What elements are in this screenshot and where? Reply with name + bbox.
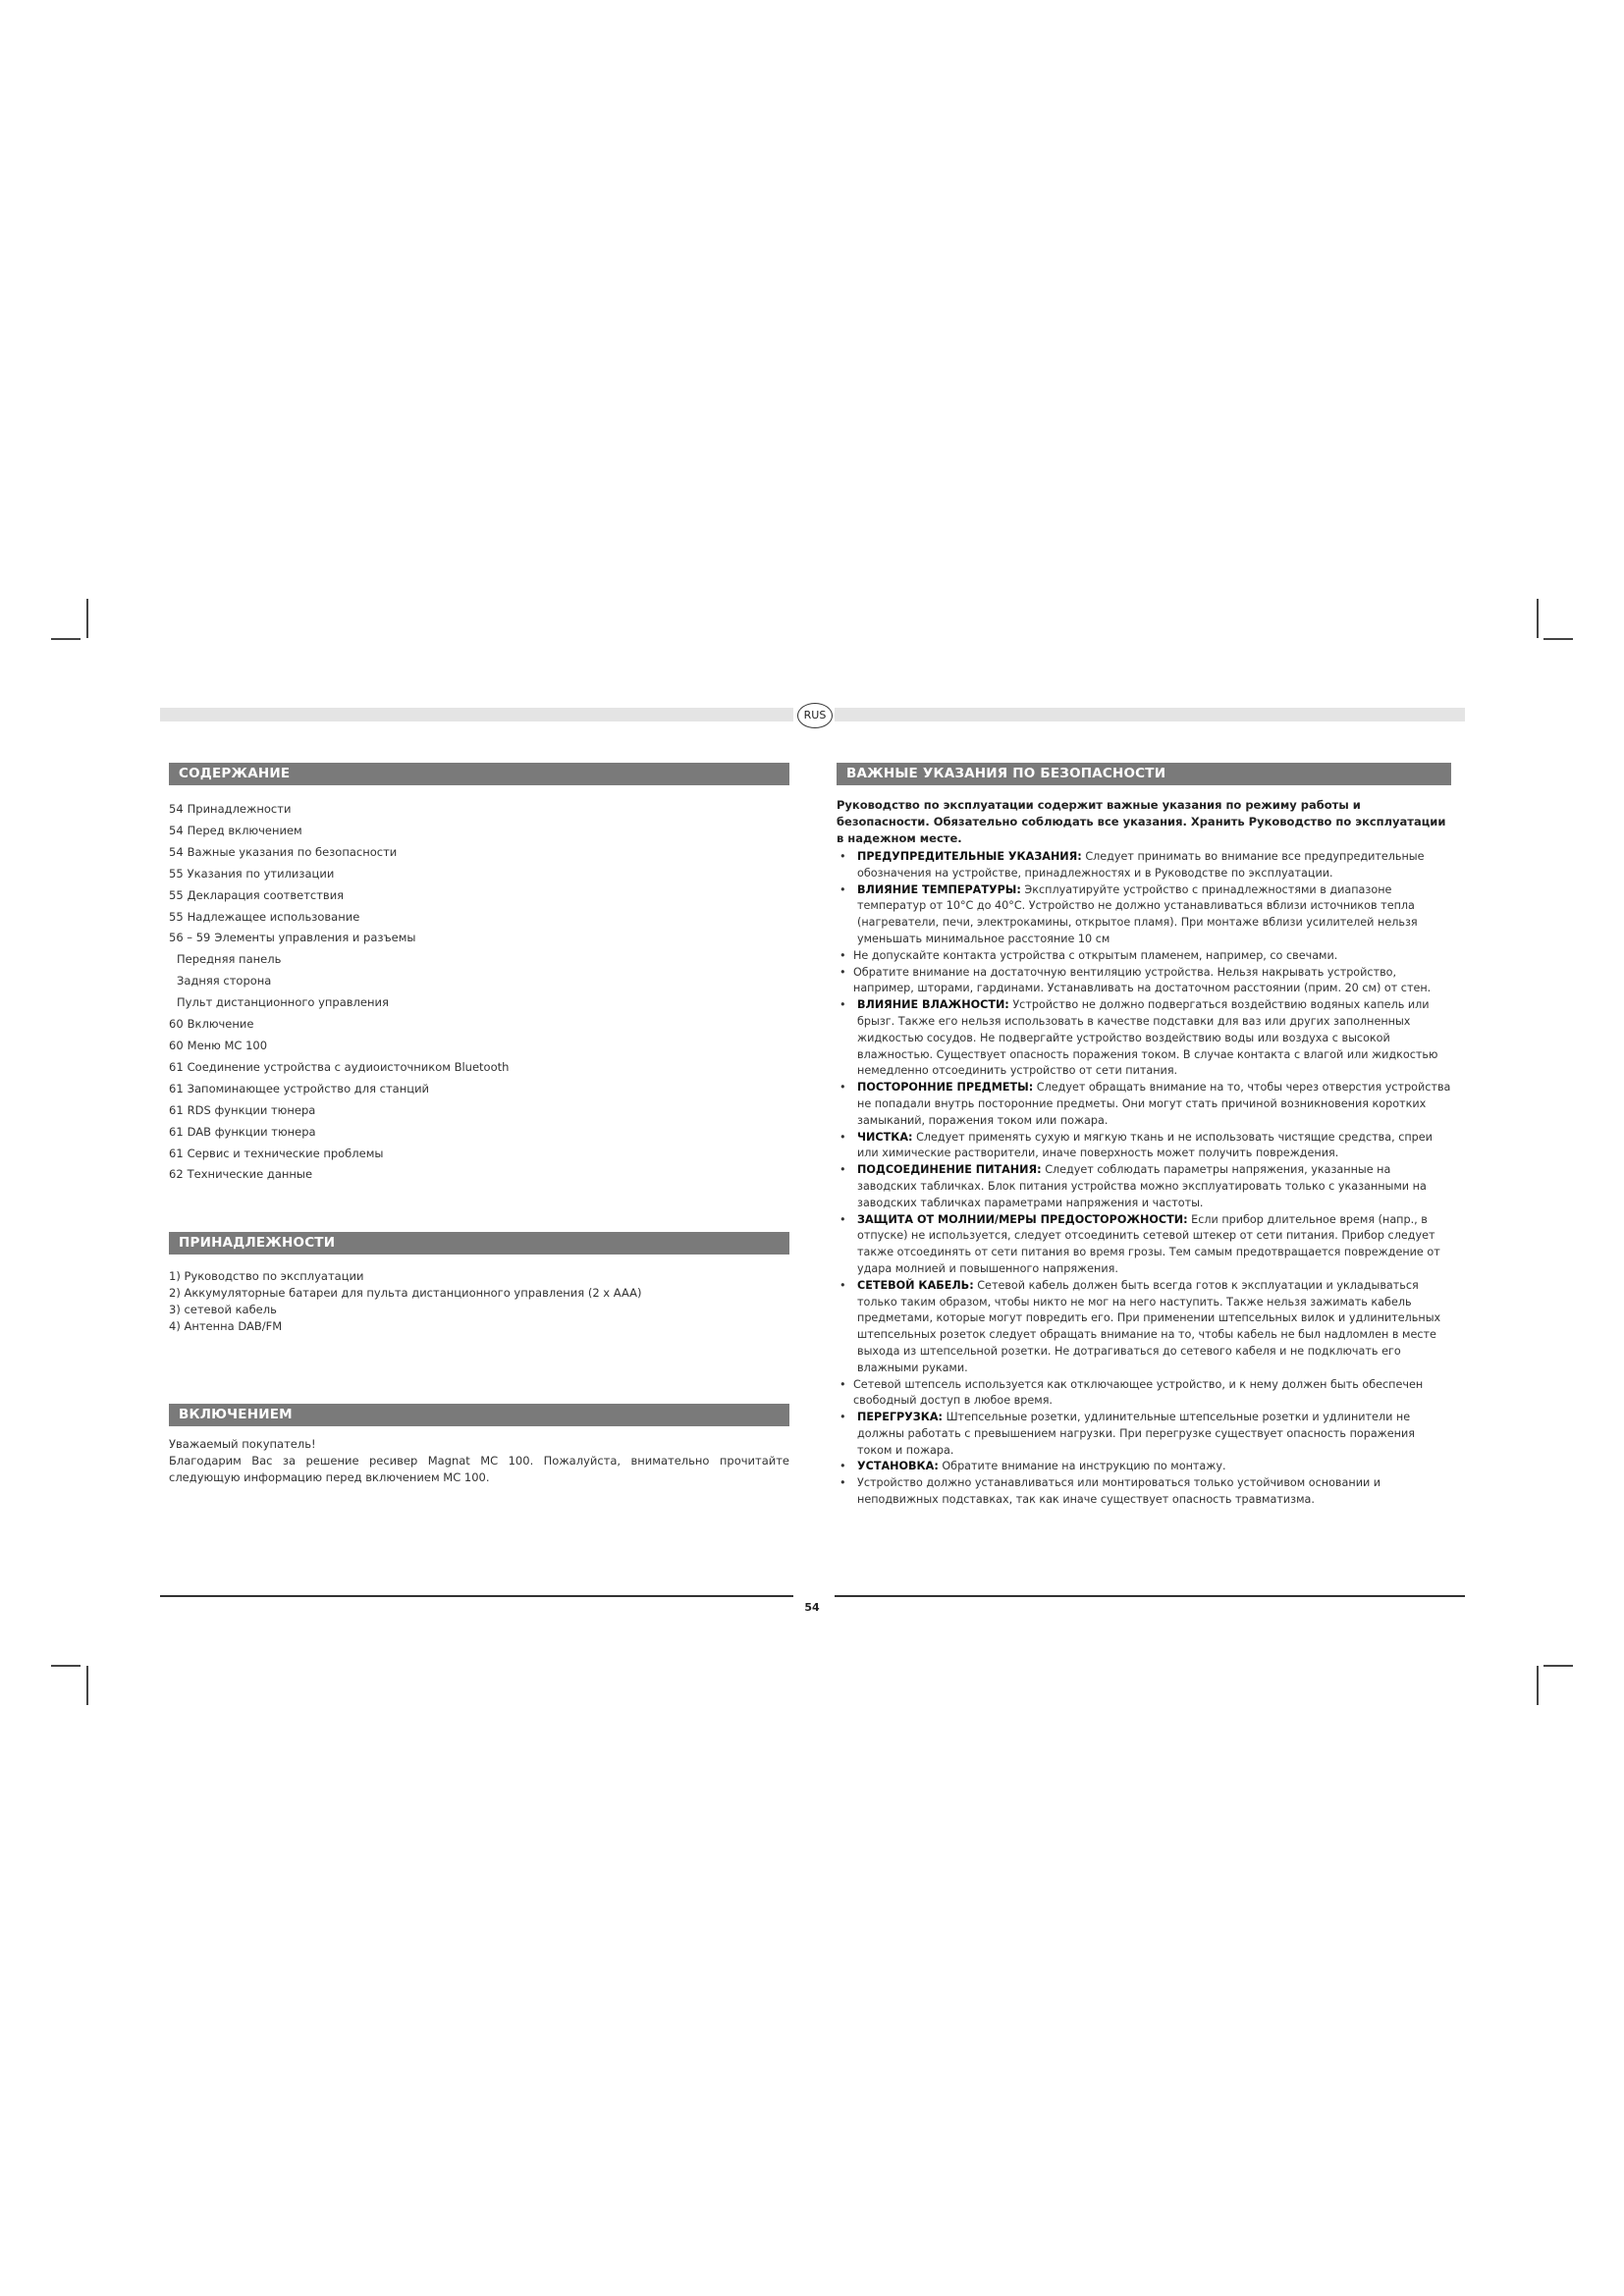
toc-item-label: Запоминающее устройство для станций <box>187 1081 430 1095</box>
toc-page-number: 61 <box>169 1081 184 1095</box>
safety-rule <box>837 1459 1451 1475</box>
safety-rule-text: Если прибор длительное время (напр., в отпуске) не используется, следует отсоединить сетевой штекер от сети питания. Прибор следует также отсоединять от сети питания во время грозы. Тем самым предотвращается повреждение от удара молнией и повышенного напряжения. <box>857 1212 1440 1275</box>
safety-rule-text: Устройство должно устанавливаться или монтироваться только устойчивом основании и неподвижных подставках, так как иначе существует опасность травматизма. <box>857 1476 1381 1507</box>
safety-rule <box>837 948 1451 965</box>
toc-item-label: Соединение устройства с аудиоисточником Bluetooth <box>187 1059 510 1074</box>
toc-item-label: Включение <box>187 1017 254 1032</box>
toc-list <box>169 799 789 1186</box>
toc-item <box>169 1144 789 1165</box>
safety-rule <box>837 1377 1451 1411</box>
safety-rule-keyword: УСТАНОВКА: <box>857 1460 939 1473</box>
toc-page-number: 61 <box>169 1124 184 1139</box>
safety-rule <box>837 1278 1451 1377</box>
toc-item <box>169 992 789 1014</box>
safety-rule-text: Эксплуатируйте устройство с принадлежностями в диапазоне температур от 10°C до 40°C. Устройство не должно устанавливаться вблизи источников тепла (нагреватели, печи, электрокамины, открытое пламя). При монтаже вблизи усилителей нельзя уменьшать минимальное расстояние 10 см <box>857 882 1418 945</box>
safety-rule <box>837 965 1451 998</box>
toc-item <box>169 1014 789 1036</box>
toc-item-label: Пульт дистанционного управления <box>177 995 389 1010</box>
toc-page-number: 54 <box>169 823 184 837</box>
toc-page-number: 61 <box>169 1102 184 1117</box>
greeting-line: Уважаемый покупатель! <box>169 1437 316 1451</box>
safety-rule-keyword: ЧИСТКА: <box>857 1130 913 1144</box>
safety-rule <box>837 882 1451 948</box>
toc-item-label: Технические данные <box>187 1167 313 1182</box>
toc-item-label: DAB функции тюнера <box>187 1124 316 1139</box>
toc-page-number: 55 <box>169 866 184 881</box>
accessory-item: 4) Антенна DAB/FM <box>169 1319 283 1333</box>
header-band-right <box>835 708 1465 721</box>
toc-item-label: Передняя панель <box>177 952 282 967</box>
toc-item-label: Важные указания по безопасности <box>187 844 398 859</box>
switch-on-section <box>169 1404 789 1486</box>
safety-rule <box>837 1212 1451 1278</box>
safety-rule-text: Устройство не должно подвергаться воздействию водяных капель или брызг. Также его нельзя использовать в качестве подставки для ваз или других заполненных жидкостью сосудов. Не подвергайте устройство воздействию воды или воздуха с высокой влажностью. Существует опасность поражения током. В случае контакта с влагой или жидкостью немедленно отсоединить устройство от сети питания. <box>857 998 1438 1078</box>
safety-rule-text: Сетевой кабель должен быть всегда готов к эксплуатации и укладываться только таким образом, чтобы никто не мог на него наступить. Также нельзя зажимать кабель предметами, которые могут повредить его. При применении штепсельных вилок и удлинительных штепсельных розеток следует обращать внимание на то, чтобы кабель не был надломлен в месте выхода из штепсельной розетки. Не дотрагиваться до сетевого кабеля и не подключать его влажными руками. <box>857 1278 1441 1374</box>
safety-section <box>837 763 1451 1509</box>
toc-item-label: Указания по утилизации <box>187 866 335 881</box>
safety-rule-keyword: ВЛИЯНИЕ ВЛАЖНОСТИ: <box>857 998 1009 1012</box>
toc-item <box>169 885 789 907</box>
safety-rule <box>837 1410 1451 1459</box>
toc-item <box>169 864 789 885</box>
toc-item <box>169 842 789 864</box>
safety-intro: Руководство по эксплуатации содержит важные указания по режиму работы и безопасности. Обязательно соблюдать все указания. Хранить Руководство по эксплуатации в надежном месте. <box>837 798 1446 845</box>
safety-rule-text: Следует соблюдать параметры напряжения, указанные на заводских табличках. Блок питания устройства можно эксплуатировать только с указанными на заводских табличках параметрами напряжения и частоты. <box>857 1163 1427 1209</box>
safety-rule-text: Штепсельные розетки, удлинительные штепсельные розетки и удлинители не должны работать с превышением нагрузки. При перегрузке существует опасность поражения током и пожара. <box>857 1411 1415 1457</box>
safety-rule-text: Не допускайте контакта устройства с открытым пламенем, например, со свечами. <box>853 948 1338 962</box>
safety-rule-keyword: ПЕРЕГРУЗКА: <box>857 1411 944 1424</box>
safety-rule-keyword: ПОДСОЕДИНЕНИЕ ПИТАНИЯ: <box>857 1163 1042 1177</box>
toc-page-number: 61 <box>169 1146 184 1160</box>
greeting <box>169 1436 789 1486</box>
toc-page-number: 60 <box>169 1038 184 1052</box>
toc-page-number: 54 <box>169 802 184 816</box>
footer-rule-left <box>160 1595 793 1597</box>
toc-item-label: Декларация соответствия <box>187 887 345 902</box>
crop-mark <box>1543 638 1573 640</box>
safety-rule-text: Следует применять сухую и мягкую ткань и не использовать чистящие средства, спреи или химические растворители, иначе поверхность может получить повреждения. <box>857 1130 1433 1160</box>
toc-item-label: Надлежащее использование <box>187 909 360 924</box>
accessory-item: 2) Аккумуляторные батареи для пульта дистанционного управления (2 x AAA) <box>169 1286 642 1300</box>
crop-mark <box>1537 599 1539 638</box>
toc-page-number: 56 – 59 <box>169 931 211 945</box>
safety-rule-keyword: ПРЕДУПРЕДИТЕЛЬНЫЕ УКАЗАНИЯ: <box>857 850 1082 863</box>
toc-item-label: Перед включением <box>187 823 302 837</box>
toc-item <box>169 1036 789 1057</box>
left-column <box>169 763 789 1186</box>
crop-mark <box>51 638 81 640</box>
toc-item <box>169 928 789 949</box>
toc-item <box>169 1057 789 1079</box>
accessory-item: 1) Руководство по эксплуатации <box>169 1269 364 1283</box>
safety-heading: ВАЖНЫЕ УКАЗАНИЯ ПО БЕЗОПАСНОСТИ <box>837 763 1451 785</box>
header-band-left <box>160 708 793 721</box>
toc-item-label: Меню MC 100 <box>187 1038 268 1052</box>
toc-item <box>169 1164 789 1186</box>
toc-page-number: 55 <box>169 887 184 902</box>
accessories-list <box>169 1268 789 1335</box>
toc-item <box>169 1079 789 1100</box>
safety-rule <box>837 1162 1451 1211</box>
toc-item-label: Сервис и технические проблемы <box>187 1146 384 1160</box>
accessory-item: 3) сетевой кабель <box>169 1303 277 1316</box>
safety-rule-text: Следует принимать во внимание все предупредительные обозначения на устройстве, принадлежностях и в Руководстве по эксплуатации. <box>857 850 1425 880</box>
safety-rule-keyword: СЕТЕВОЙ КАБЕЛЬ: <box>857 1278 974 1292</box>
toc-item-label: RDS функции тюнера <box>187 1102 316 1117</box>
toc-item <box>169 1122 789 1144</box>
safety-rule-keyword: ЗАЩИТА ОТ МОЛНИИ/МЕРЫ ПРЕДОСТОРОЖНОСТИ: <box>857 1212 1188 1226</box>
toc-item <box>169 1100 789 1122</box>
toc-item-label: Задняя сторона <box>177 974 272 988</box>
safety-rule <box>837 997 1451 1080</box>
safety-rule <box>837 849 1451 882</box>
toc-item-label: Элементы управления и разъемы <box>214 931 416 945</box>
safety-rule <box>837 1130 1451 1163</box>
safety-rule-text: Следует обращать внимание на то, чтобы через отверстия устройства не попадали внутрь посторонние предметы. Они могут стать причиной возникновения коротких замыканий, поражения током или пожара. <box>857 1081 1451 1127</box>
safety-rule <box>837 1475 1451 1509</box>
accessories-heading: ПРИНАДЛЕЖНОСТИ <box>169 1232 789 1255</box>
greeting-text: Благодарим Вас за решение ресивер Magnat MC 100. Пожалуйста, внимательно прочитайте следующую информацию перед включением MC 100. <box>169 1454 789 1484</box>
toc-item <box>169 971 789 992</box>
crop-mark <box>51 1665 81 1667</box>
accessories-section <box>169 1232 789 1335</box>
toc-page-number: 55 <box>169 909 184 924</box>
crop-mark <box>1543 1665 1573 1667</box>
toc-heading: СОДЕРЖАНИЕ <box>169 763 789 785</box>
toc-item <box>169 949 789 971</box>
toc-page-number: 60 <box>169 1017 184 1032</box>
crop-mark <box>86 599 88 638</box>
safety-rules <box>837 849 1451 1509</box>
safety-rule-text: Обратите внимание на инструкцию по монтажу. <box>938 1460 1226 1473</box>
footer-rule-right <box>835 1595 1465 1597</box>
safety-rule-text: Обратите внимание на достаточную вентиляцию устройства. Нельзя накрывать устройство, например, шторами, гардинами. Устанавливать на достаточном расстоянии (прим. 20 см) от стен. <box>853 965 1432 995</box>
toc-page-number: 62 <box>169 1167 184 1182</box>
toc-item <box>169 907 789 929</box>
switch-on-heading: ВКЛЮЧЕНИЕМ <box>169 1404 789 1426</box>
safety-rule-keyword: ВЛИЯНИЕ ТЕМПЕРАТУРЫ: <box>857 882 1021 896</box>
toc-page-number: 54 <box>169 844 184 859</box>
language-badge: RUS <box>797 703 833 728</box>
safety-rule-text: Сетевой штепсель используется как отключающее устройство, и к нему должен быть обеспечен свободный доступ в любое время. <box>853 1377 1424 1408</box>
page-number: 54 <box>804 1601 820 1614</box>
crop-mark <box>86 1666 88 1705</box>
safety-rule <box>837 1080 1451 1129</box>
toc-item <box>169 821 789 842</box>
toc-item <box>169 799 789 821</box>
crop-mark <box>1537 1666 1539 1705</box>
toc-page-number: 61 <box>169 1059 184 1074</box>
toc-item-label: Принадлежности <box>187 802 292 816</box>
safety-rule-keyword: ПОСТОРОННИЕ ПРЕДМЕТЫ: <box>857 1081 1034 1095</box>
